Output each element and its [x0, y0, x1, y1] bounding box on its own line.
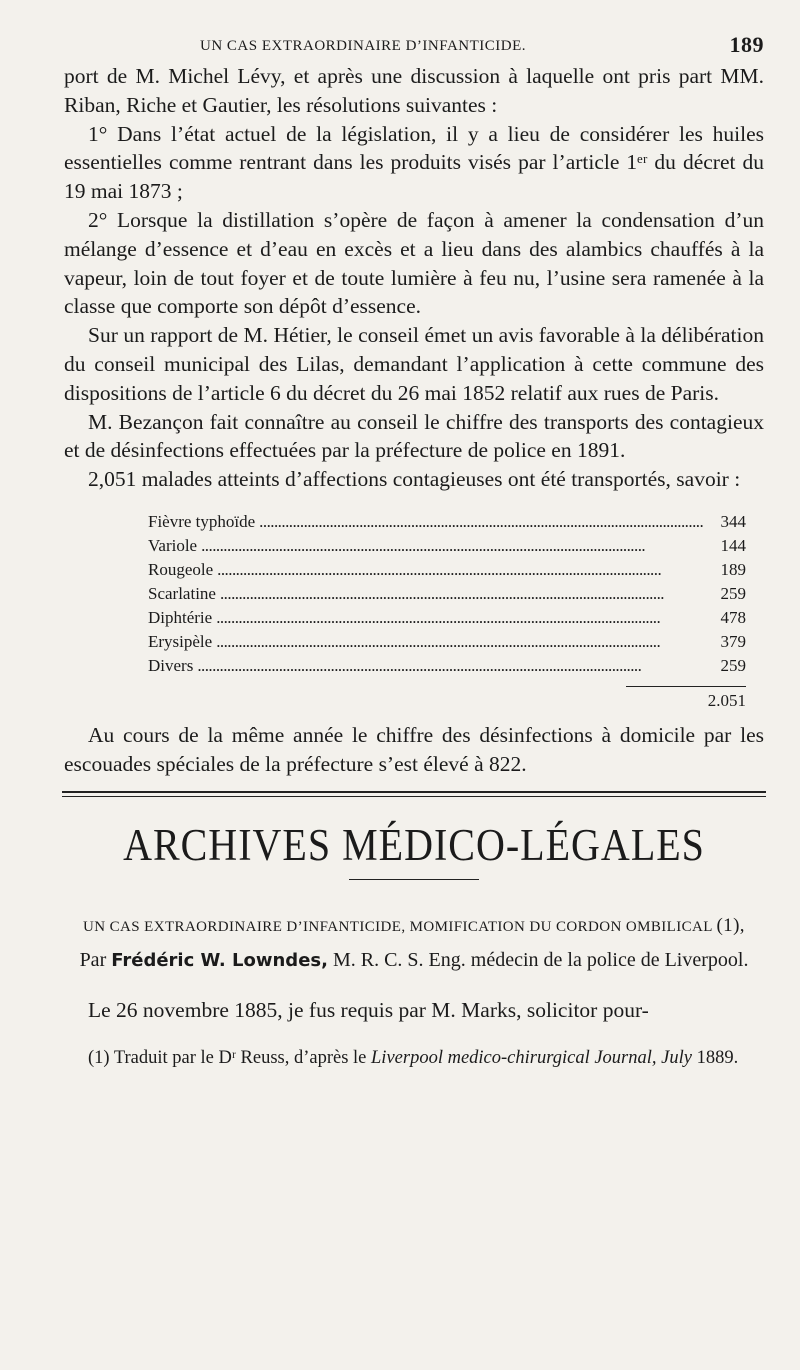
- stat-label: Fièvre typhoïde: [148, 511, 256, 531]
- stat-row: [148, 656, 746, 680]
- leader-dots: [216, 632, 706, 652]
- stat-label: Scarlatine: [148, 583, 216, 603]
- body-text-after-stats: [64, 721, 764, 779]
- stat-label: Erysipèle: [148, 631, 213, 651]
- stat-label: Diphtérie: [148, 607, 213, 627]
- stat-value: 478: [720, 607, 746, 627]
- footnote-journal: Liverpool medico-chirurgical Journal, July: [371, 1048, 692, 1069]
- footnote-lead: (1) Traduit par le Dʳ Reuss, d’après le: [88, 1048, 367, 1069]
- article-title: [64, 912, 764, 941]
- leader-dots: [201, 536, 706, 556]
- stat-value: 344: [720, 511, 746, 531]
- stat-label: Rougeole: [148, 559, 214, 579]
- paragraph: 2° Lorsque la distillation s’opère de façon à amener la condensation d’un mélange d’essence et d’eau en excès et a lieu dans des alambics chauffés à la vapeur, loin de tout foyer et de toute lumière à feu nu, l’usine sera ramenée à la classe que comporte son dépôt d’essence.: [64, 207, 764, 319]
- stat-value: 144: [720, 535, 746, 555]
- running-title: UN CAS EXTRAORDINAIRE D’INFANTICIDE.: [200, 38, 527, 54]
- author-line: [64, 947, 764, 974]
- footnote-year: 1889.: [696, 1048, 739, 1069]
- stats-total: 2.051: [707, 690, 746, 710]
- leader-dots: [216, 608, 706, 628]
- leader-dots: [259, 512, 706, 532]
- article-title-text: UN CAS EXTRAORDINAIRE D’INFANTICIDE, MOMIFICATION DU CORDON OMBILICAL: [83, 918, 713, 935]
- author-prefix: Par: [79, 948, 107, 971]
- leader-dots: [197, 656, 706, 676]
- footnote: [64, 1046, 764, 1071]
- paragraph: 2,051 malades atteints d’affections contagieuses ont été transportés, savoir :: [88, 467, 741, 492]
- section-divider: [62, 791, 766, 797]
- paragraph: port de M. Michel Lévy, et après une discussion à laquelle ont pris part MM. Riban, Riche et Gautier, les résolutions suivantes :: [64, 64, 764, 117]
- author-name: Frédéric W. Lowndes,: [111, 949, 328, 971]
- stat-label: Variole: [148, 535, 198, 555]
- author-affiliation: M. R. C. S. Eng. médecin de la police de Liverpool.: [332, 948, 749, 971]
- leader-dots: [217, 560, 706, 580]
- section-title: ARCHIVES MÉDICO-LÉGALES: [123, 818, 705, 870]
- page-number: 189: [729, 32, 764, 57]
- stat-row: [148, 512, 746, 536]
- paragraph: Sur un rapport de M. Hétier, le conseil émet un avis favorable à la délibération du conseil municipal des Lilas, demandant l’application à cette commune des dispositions de l’article 6 du décret du 26 mai 1852 relatif aux rues de Paris.: [64, 323, 764, 405]
- stat-row: [148, 560, 746, 584]
- paragraph: Le 26 novembre 1885, je fus requis par M. Marks, solicitor pour-: [88, 997, 649, 1022]
- stat-label: Divers: [148, 655, 194, 675]
- paragraph: M. Bezançon fait connaître au conseil le chiffre des transports des contagieux et de désinfections effectuées par la préfecture de police en 1891.: [64, 409, 764, 463]
- stat-value: 259: [720, 655, 746, 675]
- stat-row: [148, 632, 746, 656]
- footnote-reference: (1),: [716, 914, 745, 936]
- stat-value: 189: [720, 559, 746, 579]
- paragraph: Au cours de la même année le chiffre des désinfections à domicile par les escouades spéciales de la préfecture s’est élevé à 822.: [64, 722, 764, 776]
- stat-row: [148, 608, 746, 632]
- leader-dots: [220, 584, 706, 604]
- body-text: [64, 62, 764, 494]
- document-page: [64, 32, 764, 1071]
- stat-value: 379: [720, 631, 746, 651]
- title-underline: [349, 879, 479, 880]
- stat-row: [148, 584, 746, 608]
- stat-value: 259: [720, 583, 746, 603]
- running-head: [64, 32, 764, 62]
- statistics-table: [148, 512, 746, 717]
- article-body: [64, 996, 764, 1025]
- paragraph: 1° Dans l’état actuel de la législation, il y a lieu de considérer les huiles essentielles comme rentrant dans les produits visés par l’article 1ᵉʳ du décret du 19 mai 1873 ;: [64, 121, 764, 204]
- stat-row: [148, 536, 746, 560]
